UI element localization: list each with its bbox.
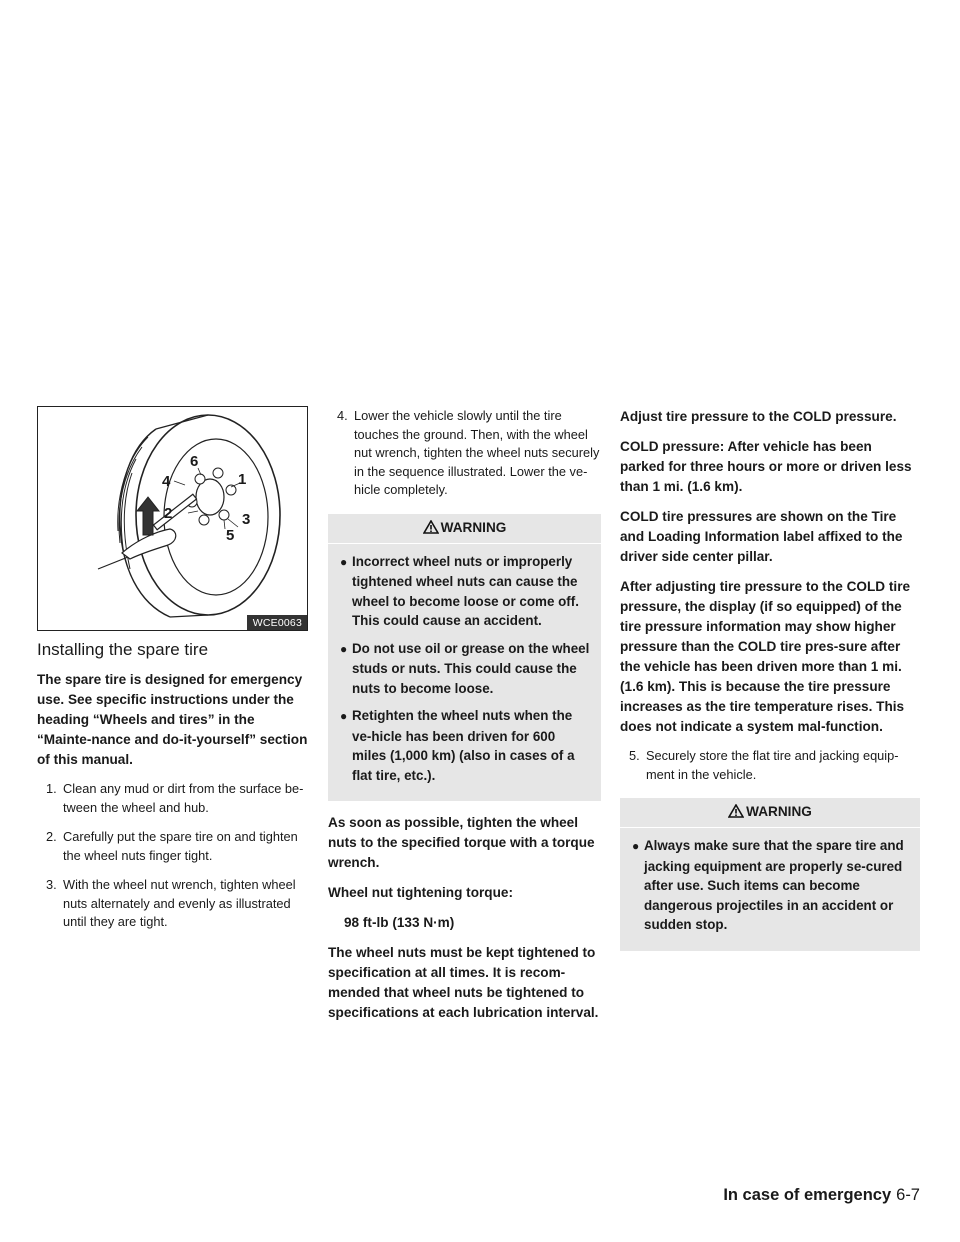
torque-value: 98 ft-lb (133 N·m) — [344, 915, 455, 930]
warning-box-1 — [328, 514, 601, 802]
callout-1: 1 — [238, 471, 247, 488]
figure-label: WCE0063 — [247, 615, 307, 630]
callout-4: 4 — [162, 473, 171, 490]
callout-5: 5 — [226, 527, 235, 544]
warning-triangle-icon — [423, 520, 439, 537]
step-5: 5. Securely store the flat tire and jacking equip-ment in the vehicle. — [629, 748, 899, 782]
warning-box-2 — [620, 798, 920, 951]
wheel-nut-sequence-diagram — [38, 407, 307, 630]
page-footer — [723, 1186, 920, 1205]
warning1-item: ● Incorrect wheel nuts or improperly tightened wheel nuts can cause the wheel to become loose or come off. This could cause an accident. — [340, 553, 579, 628]
callout-2: 2 — [164, 505, 173, 522]
warning-header-2: WARNING — [620, 798, 920, 828]
column-2 — [328, 407, 601, 1033]
tpms-paragraph: After adjusting tire pressure to the COLD tire pressure, the display (if so equipped) of the tire pressure information may show higher pressure than the COLD tire pres-sure after the vehicle has been driven more than 1 mi. (1.6 km). This is because the tire pressure increases as the tire temperature rises. This does not indicate a system mal-function. — [620, 579, 911, 734]
column-1 — [37, 670, 309, 943]
tire-illustration — [37, 406, 308, 631]
section-title: Installing the spare tire — [37, 640, 209, 659]
cold-definition-paragraph: COLD pressure: After vehicle has been parked for three hours or more or driven less than 1 mi. (1.6 km). — [620, 439, 912, 494]
spec-paragraph: The wheel nuts must be kept tightened to specification at all times. It is recom-mended that wheel nuts be tightened to specifications at each lubrication interval. — [328, 945, 599, 1020]
warning2-item: ● Always make sure that the spare tire and jacking equipment are properly se-cured after use. Such items can become dangerous projectiles in an accident or sudden stop. — [632, 838, 904, 932]
step-3: 3. With the wheel nut wrench, tighten wheel nuts alternately and evenly as illustrated until they are tight. — [46, 877, 296, 929]
warning1-item: ● Retighten the wheel nuts when the ve-hicle has been driven for 600 miles (1,000 km) (also in cases of a flat tire, etc.). — [340, 708, 575, 783]
footer-section: In case of emergency — [723, 1186, 892, 1204]
step-4: 4. Lower the vehicle slowly until the tire touches the ground. Then, with the wheel nut wrench, tighten the wheel nuts securely in the sequence illustrated. Lower the ve-hicle completely. — [337, 408, 600, 497]
torque-paragraph: As soon as possible, tighten the wheel nuts to the specified torque with a torque wrench. — [328, 815, 595, 870]
warning1-item: ● Do not use oil or grease on the wheel studs or nuts. This could cause the nuts to become loose. — [340, 640, 590, 696]
column-3 — [620, 407, 920, 963]
step-2: 2. Carefully put the spare tire on and tighten the wheel nuts finger tight. — [46, 829, 298, 863]
warning-triangle-icon — [728, 804, 744, 821]
cold-adjust-paragraph: Adjust tire pressure to the COLD pressure. — [620, 409, 897, 424]
cold-label-paragraph: COLD tire pressures are shown on the Tire and Loading Information label affixed to the driver side center pillar. — [620, 509, 903, 564]
torque-label: Wheel nut tightening torque: — [328, 885, 513, 900]
callout-3: 3 — [242, 511, 251, 528]
callout-6: 6 — [190, 453, 199, 470]
page-number: 6-7 — [896, 1186, 920, 1204]
warning-header-1: WARNING — [328, 514, 601, 544]
intro-paragraph: The spare tire is designed for emergency use. See specific instructions under the heading “Wheels and tires” in the “Mainte-nance and do-it-yourself” section of this manual. — [37, 672, 308, 767]
step-1: 1. Clean any mud or dirt from the surface be-tween the wheel and hub. — [46, 781, 304, 815]
